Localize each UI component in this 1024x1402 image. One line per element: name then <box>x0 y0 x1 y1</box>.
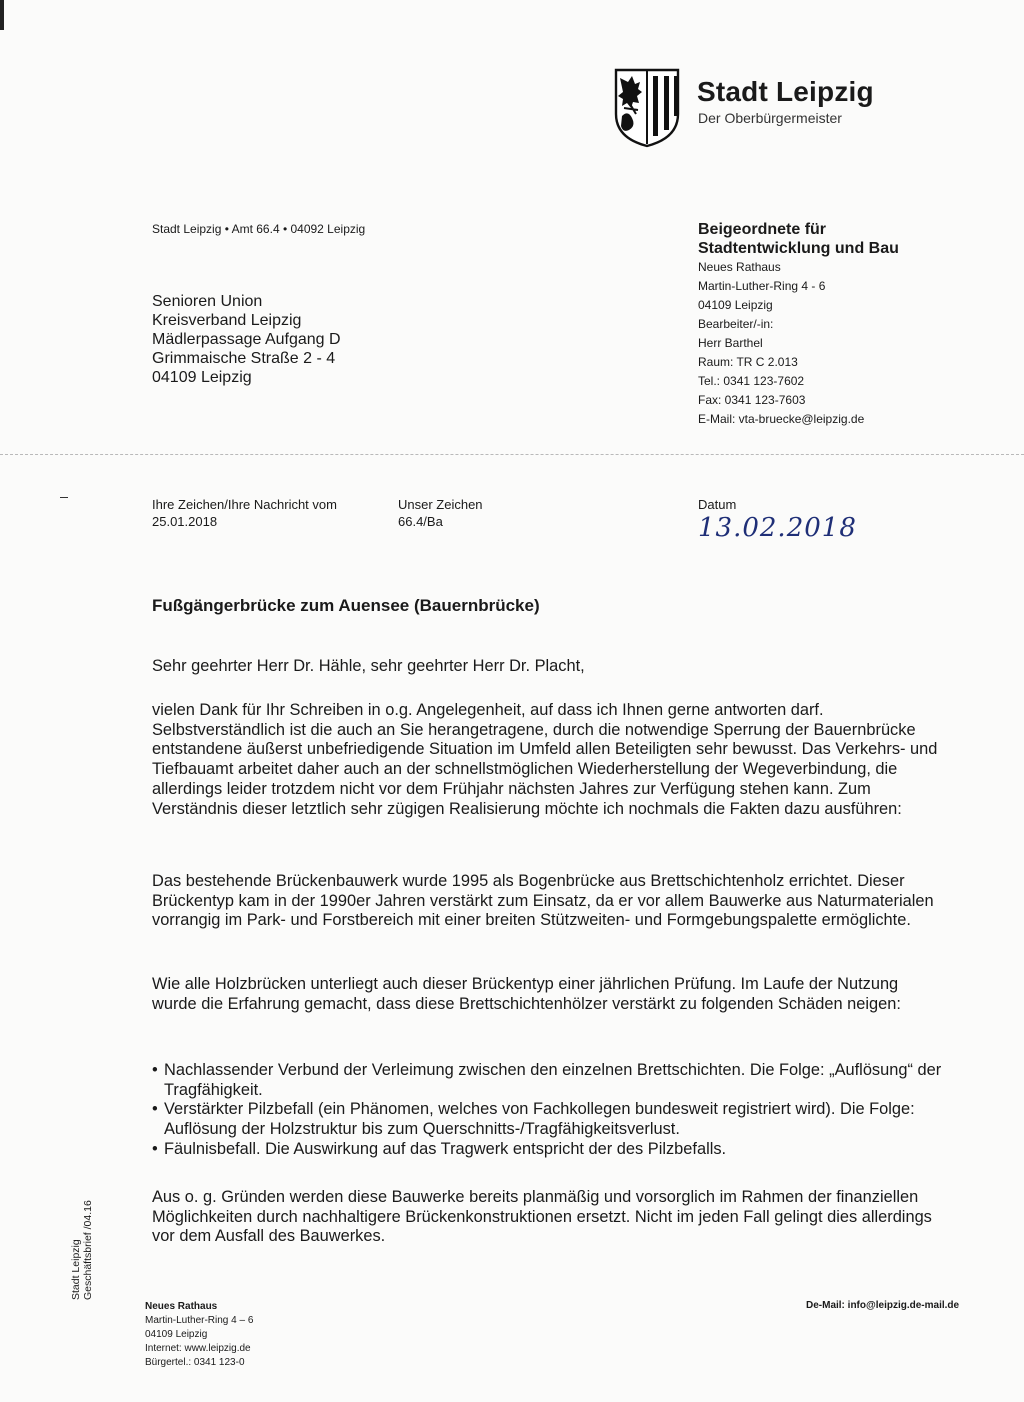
office-line: Bearbeiter/-in: <box>698 317 774 331</box>
bullet-icon: • <box>152 1061 158 1079</box>
office-line: Herr Barthel <box>698 336 763 350</box>
recipient-line: 04109 Leipzig <box>152 369 252 386</box>
handwritten-date: 13.02.2018 <box>698 513 857 543</box>
footer-website[interactable]: Internet: www.leipzig.de <box>145 1343 251 1354</box>
list-item <box>152 1061 942 1100</box>
your-reference-label: Ihre Zeichen/Ihre Nachricht vom <box>152 497 337 512</box>
office-line: Neues Rathaus <box>698 260 781 274</box>
side-note-line: Stadt Leipzig <box>70 1239 82 1300</box>
our-reference-label: Unser Zeichen <box>398 497 483 512</box>
fold-mark <box>60 497 68 498</box>
footer-line: Bürgertel.: 0341 123-0 <box>145 1357 245 1368</box>
recipient-line: Kreisverband Leipzig <box>152 312 302 329</box>
sender-return-address: Stadt Leipzig • Amt 66.4 • 04092 Leipzig <box>152 222 366 236</box>
body-paragraph-1 <box>152 701 942 819</box>
bullet-icon: • <box>152 1139 158 1158</box>
office-email[interactable]: E-Mail: vta-bruecke@leipzig.de <box>698 412 865 426</box>
our-reference-value: 66.4/Ba <box>398 514 443 529</box>
paragraph-text: Aus o. g. Gründen werden diese Bauwerke bereits planmäßig und vorsorglich im Rahmen der finanziellen Möglichkeiten durch nachhaltigere Brückenkonstruktionen ersetzt. Nicht im jeden Fall gelingt dies allerdings vor dem Ausfall des Bauwerkes. <box>152 1188 932 1246</box>
date-label: Datum <box>698 497 737 512</box>
list-item-text: Nachlassender Verbund der Verleimung zwischen den einzelnen Brettschichten. Die Folge: „Auflösung“ der Tragfähigkeit. <box>164 1061 942 1099</box>
office-line: Tel.: 0341 123-7602 <box>698 374 805 388</box>
office-line: Martin-Luther-Ring 4 - 6 <box>698 279 826 293</box>
paragraph-text: vielen Dank für Ihr Schreiben in o.g. Angelegenheit, auf dass ich Ihnen gerne antworten darf. Selbstverständlich ist die auch an Sie herangetragene, durch die notwendige Sperrung der Bauernbrücke entstandene äußerst unbefriedigende Situation im Umfeld allen Beteiligten sehr bewusst. Das Verkehrs- und Tiefbauamt arbeitet daher auch an der schnellstmöglichen Wiederherstellung der Wegeverbindung, die allerdings leider trotzdem nicht vor dem Frühjahr nächsten Jahres zur Verfügung stehen kann. Zum Verständnis dieser letztlich sehr zügigen Realisierung möchte ich nochmals die Fakten dazu ausführen: <box>152 701 938 818</box>
footer-address <box>145 1300 253 1370</box>
office-title: Stadtentwicklung und Bau <box>698 240 899 257</box>
list-item-text: Verstärkter Pilzbefall (ein Phänomen, welches von Fachkollegen bundesweit registriert wird). Die Folge: Auflösung der Holzstruktur bis zum Querschnitts-/Tragfähigkeitsverlust. <box>164 1100 915 1139</box>
salutation: Sehr geehrter Herr Dr. Hähle, sehr geehrter Herr Dr. Placht, <box>152 657 585 675</box>
bullet-icon: • <box>152 1100 158 1119</box>
your-reference-value: 25.01.2018 <box>152 514 218 529</box>
footer-title: Neues Rathaus <box>145 1301 218 1312</box>
body-paragraph-3 <box>152 975 942 1014</box>
letterhead-subtitle: Der Oberbürgermeister <box>698 110 842 126</box>
list-item-text: Fäulnisbefall. Die Auswirkung auf das Tragwerk entspricht der des Pilzbefalls. <box>164 1139 727 1158</box>
office-line: Raum: TR C 2.013 <box>698 355 798 369</box>
footer-line: Martin-Luther-Ring 4 – 6 <box>145 1315 254 1326</box>
letterhead-title: Stadt Leipzig <box>697 76 874 107</box>
recipient-line: Senioren Union <box>152 293 263 310</box>
recipient-line: Mädlerpassage Aufgang D <box>152 331 341 348</box>
paragraph-text: Wie alle Holzbrücken unterliegt auch dieser Brückentyp einer jährlichen Prüfung. Im Laufe der Nutzung wurde die Erfahrung gemacht, dass diese Brettschichtenhölzer verstärkt zu folgenden Schäden neigen: <box>152 975 901 1013</box>
office-line: 04109 Leipzig <box>698 298 773 312</box>
office-contact-block <box>698 220 899 429</box>
list-item <box>152 1100 942 1139</box>
fold-line <box>0 454 1024 455</box>
office-title: Beigeordnete für <box>698 221 827 238</box>
body-paragraph-4 <box>152 1188 942 1247</box>
paragraph-text: Das bestehende Brückenbauwerk wurde 1995 als Bogenbrücke aus Brettschichtenholz errichtet. Dieser Brückentyp kam in der 1990er Jahren verstärkt zum Einsatz, da er vor allem Bauwerke aus Naturmaterialen vorrangig im Park- und Forstbereich mit einer breiten Stützweiten- und Formgebungspalette ermöglichte. <box>152 872 934 930</box>
form-side-note <box>70 1200 94 1300</box>
office-line: Fax: 0341 123-7603 <box>698 393 806 407</box>
recipient-line: Grimmaische Straße 2 - 4 <box>152 350 336 367</box>
footer-demail[interactable]: De-Mail: info@leipzig.de-mail.de <box>806 1300 960 1311</box>
recipient-address <box>152 292 341 387</box>
body-paragraph-2 <box>152 872 942 931</box>
footer-line: 04109 Leipzig <box>145 1329 208 1340</box>
letter-subject: Fußgängerbrücke zum Auensee (Bauernbrücke) <box>152 596 540 615</box>
scan-edge <box>0 0 4 1402</box>
side-note-line: Geschäftsbrief /04.16 <box>82 1200 94 1300</box>
damage-bullet-list <box>152 1061 942 1160</box>
list-item <box>152 1140 942 1160</box>
coat-of-arms-logo <box>612 68 682 148</box>
